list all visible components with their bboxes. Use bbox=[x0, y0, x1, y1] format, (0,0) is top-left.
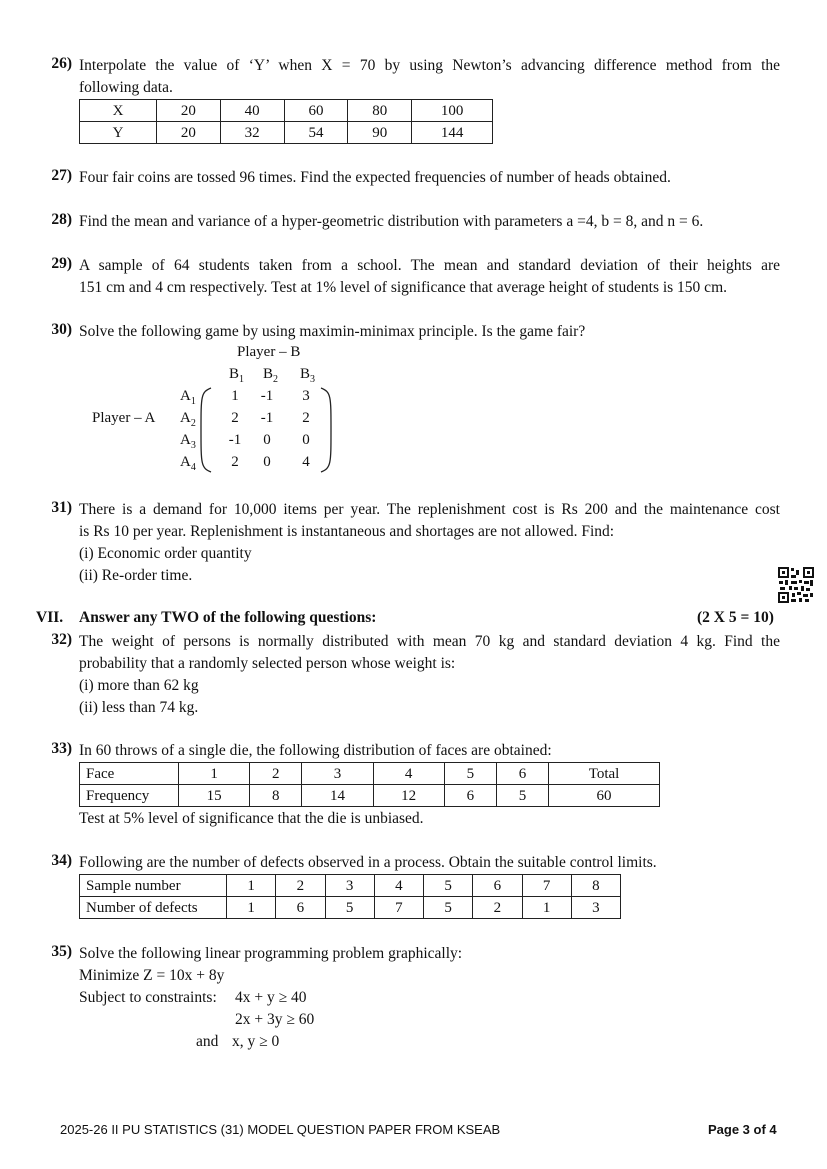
question-number-26: 26) bbox=[51, 55, 72, 72]
table-cell: 54 bbox=[284, 122, 348, 144]
table-row bbox=[80, 122, 493, 144]
lp-subject-label: Subject to constraints: bbox=[79, 989, 217, 1006]
matrix-cell: 1 bbox=[231, 388, 239, 404]
question-number-28: 28) bbox=[51, 211, 72, 228]
question-35-text: Solve the following linear programming problem graphically: bbox=[79, 945, 463, 962]
table-cell: 5 bbox=[325, 897, 374, 919]
table-cell: 20 bbox=[157, 100, 221, 122]
row-subscript: 2 bbox=[190, 418, 196, 429]
question-number-32: 32) bbox=[51, 631, 72, 648]
matrix-cell: 3 bbox=[302, 388, 310, 404]
column-subscript: 3 bbox=[310, 374, 316, 385]
question-number-31: 31) bbox=[51, 499, 72, 516]
table-cell: 20 bbox=[157, 122, 221, 144]
table-cell: 5 bbox=[424, 875, 473, 897]
footer-title: 2025-26 II PU STATISTICS (31) MODEL QUESTION PAPER FROM KSEAB bbox=[60, 1122, 501, 1137]
table-cell: 60 bbox=[549, 785, 660, 807]
section-marks: (2 X 5 = 10) bbox=[697, 609, 774, 626]
question-number-30: 30) bbox=[51, 321, 72, 338]
row-letter: A bbox=[180, 388, 191, 404]
section-title: Answer any TWO of the following questions: bbox=[79, 609, 377, 626]
question-33-text: In 60 throws of a single die, the following distribution of faces are obtained: bbox=[79, 742, 552, 759]
table-cell: 14 bbox=[302, 785, 373, 807]
section-number: VII. bbox=[36, 609, 64, 626]
row-header-a2 bbox=[180, 410, 196, 429]
table-cell: Total bbox=[549, 763, 660, 785]
question-31-part1: (i) Economic order quantity bbox=[79, 545, 252, 562]
table-cell: 2 bbox=[473, 897, 522, 919]
table-cell: 1 bbox=[179, 763, 250, 785]
question-30-text: Solve the following game by using maximin-minimax principle. Is the game fair? bbox=[79, 323, 586, 340]
row-subscript: 3 bbox=[190, 440, 196, 451]
table-row bbox=[80, 763, 660, 785]
table-row bbox=[80, 785, 660, 807]
question-26-line2: following data. bbox=[79, 79, 173, 96]
row-header-a4 bbox=[180, 454, 196, 473]
table-cell: 3 bbox=[325, 875, 374, 897]
question-28-text: Find the mean and variance of a hyper-geometric distribution with parameters a =4, b = 8, and n = 6. bbox=[79, 213, 704, 230]
left-bracket bbox=[201, 388, 211, 472]
lp-constraint-3: x, y ≥ 0 bbox=[232, 1033, 280, 1050]
table-cell: 6 bbox=[276, 897, 325, 919]
interpolation-table bbox=[79, 99, 493, 144]
matrix-cell: 0 bbox=[302, 432, 310, 448]
question-29-line1: A sample of 64 students taken from a school. The mean and standard deviation of their heights are bbox=[79, 257, 780, 274]
table-cell: 1 bbox=[522, 897, 571, 919]
question-number-34: 34) bbox=[51, 852, 72, 869]
matrix-cell: 0 bbox=[263, 454, 271, 470]
matrix-cell: 2 bbox=[231, 410, 239, 426]
table-cell: 5 bbox=[444, 763, 496, 785]
question-number-33: 33) bbox=[51, 740, 72, 757]
table-row bbox=[80, 897, 621, 919]
table-cell: 40 bbox=[220, 100, 284, 122]
table-cell: 6 bbox=[444, 785, 496, 807]
question-27-text: Four fair coins are tossed 96 times. Find the expected frequencies of number of heads obtained. bbox=[79, 169, 671, 186]
defects-table bbox=[79, 874, 621, 919]
column-subscript: 2 bbox=[273, 374, 279, 385]
table-row bbox=[80, 875, 621, 897]
table-cell: Number of defects bbox=[80, 897, 227, 919]
question-number-29: 29) bbox=[51, 255, 72, 272]
player-a-label: Player – A bbox=[92, 410, 156, 426]
matrix-cell: 2 bbox=[231, 454, 239, 470]
table-cell: Face bbox=[80, 763, 179, 785]
table-cell: 1 bbox=[227, 875, 276, 897]
die-frequency-table bbox=[79, 762, 660, 807]
table-cell: 8 bbox=[250, 785, 302, 807]
column-letter: B bbox=[300, 366, 311, 382]
table-cell: 6 bbox=[496, 763, 548, 785]
row-letter: A bbox=[180, 454, 191, 470]
qr-code-icon bbox=[777, 566, 815, 604]
matrix-cell: 2 bbox=[302, 410, 310, 426]
table-cell: Frequency bbox=[80, 785, 179, 807]
question-34-text: Following are the number of defects observed in a process. Obtain the suitable control limits. bbox=[79, 854, 657, 871]
question-33-after: Test at 5% level of significance that the die is unbiased. bbox=[79, 810, 424, 827]
table-cell: 100 bbox=[412, 100, 493, 122]
table-cell: 8 bbox=[571, 875, 620, 897]
matrix-cell: 0 bbox=[263, 432, 271, 448]
matrix-cell: -1 bbox=[228, 432, 242, 448]
table-cell: 15 bbox=[179, 785, 250, 807]
question-32-part1: (i) more than 62 kg bbox=[79, 677, 199, 694]
question-31-line2: is Rs 10 per year. Replenishment is instantaneous and shortages are not allowed. Find: bbox=[79, 523, 615, 540]
table-cell: X bbox=[80, 100, 157, 122]
table-cell: 144 bbox=[412, 122, 493, 144]
table-cell: 3 bbox=[571, 897, 620, 919]
matrix-cell: 4 bbox=[302, 454, 310, 470]
row-letter: A bbox=[180, 432, 191, 448]
table-cell: 4 bbox=[373, 763, 444, 785]
table-cell: 60 bbox=[284, 100, 348, 122]
row-letter: A bbox=[180, 410, 191, 426]
table-cell: 80 bbox=[348, 100, 412, 122]
matrix-cell: -1 bbox=[260, 388, 274, 404]
column-header-b1 bbox=[229, 366, 244, 385]
table-cell: 90 bbox=[348, 122, 412, 144]
table-cell: 2 bbox=[250, 763, 302, 785]
player-b-label: Player – B bbox=[237, 344, 301, 360]
table-cell: 3 bbox=[302, 763, 373, 785]
column-header-b3 bbox=[300, 366, 315, 385]
table-cell: Sample number bbox=[80, 875, 227, 897]
table-cell: Y bbox=[80, 122, 157, 144]
column-letter: B bbox=[263, 366, 274, 382]
table-row bbox=[80, 100, 493, 122]
lp-constraint-2: 2x + 3y ≥ 60 bbox=[235, 1011, 315, 1028]
question-26-line1: Interpolate the value of ‘Y’ when X = 70 by using Newton’s advancing difference method from the bbox=[79, 57, 780, 74]
question-29-line2: 151 cm and 4 cm respectively. Test at 1% level of significance that average height of students is 150 cm. bbox=[79, 279, 727, 296]
row-header-a1 bbox=[180, 388, 196, 407]
row-subscript: 1 bbox=[190, 396, 196, 407]
table-cell: 6 bbox=[473, 875, 522, 897]
question-32-part2: (ii) less than 74 kg. bbox=[79, 699, 199, 716]
lp-constraint-1: 4x + y ≥ 40 bbox=[235, 989, 307, 1006]
table-cell: 5 bbox=[424, 897, 473, 919]
lp-and-label: and bbox=[196, 1033, 219, 1050]
row-header-a3 bbox=[180, 432, 196, 451]
page-number: Page 3 of 4 bbox=[708, 1122, 777, 1137]
matrix-cell: -1 bbox=[260, 410, 274, 426]
table-cell: 7 bbox=[522, 875, 571, 897]
column-subscript: 1 bbox=[239, 374, 245, 385]
lp-objective: Minimize Z = 10x + 8y bbox=[79, 967, 225, 984]
table-cell: 1 bbox=[227, 897, 276, 919]
right-bracket bbox=[321, 388, 331, 472]
column-header-b2 bbox=[263, 366, 278, 385]
row-subscript: 4 bbox=[190, 462, 196, 473]
table-cell: 7 bbox=[374, 897, 423, 919]
question-number-35: 35) bbox=[51, 943, 72, 960]
table-cell: 5 bbox=[496, 785, 548, 807]
table-cell: 2 bbox=[276, 875, 325, 897]
question-31-part2: (ii) Re-order time. bbox=[79, 567, 193, 584]
table-cell: 32 bbox=[220, 122, 284, 144]
question-32-line2: probability that a randomly selected person whose weight is: bbox=[79, 655, 456, 672]
table-cell: 12 bbox=[373, 785, 444, 807]
question-31-line1: There is a demand for 10,000 items per year. The replenishment cost is Rs 200 and the maintenance cost bbox=[79, 501, 780, 518]
question-number-27: 27) bbox=[51, 167, 72, 184]
table-cell: 4 bbox=[374, 875, 423, 897]
column-letter: B bbox=[229, 366, 240, 382]
question-32-line1: The weight of persons is normally distributed with mean 70 kg and standard deviation 4 kg. Find the bbox=[79, 633, 780, 650]
